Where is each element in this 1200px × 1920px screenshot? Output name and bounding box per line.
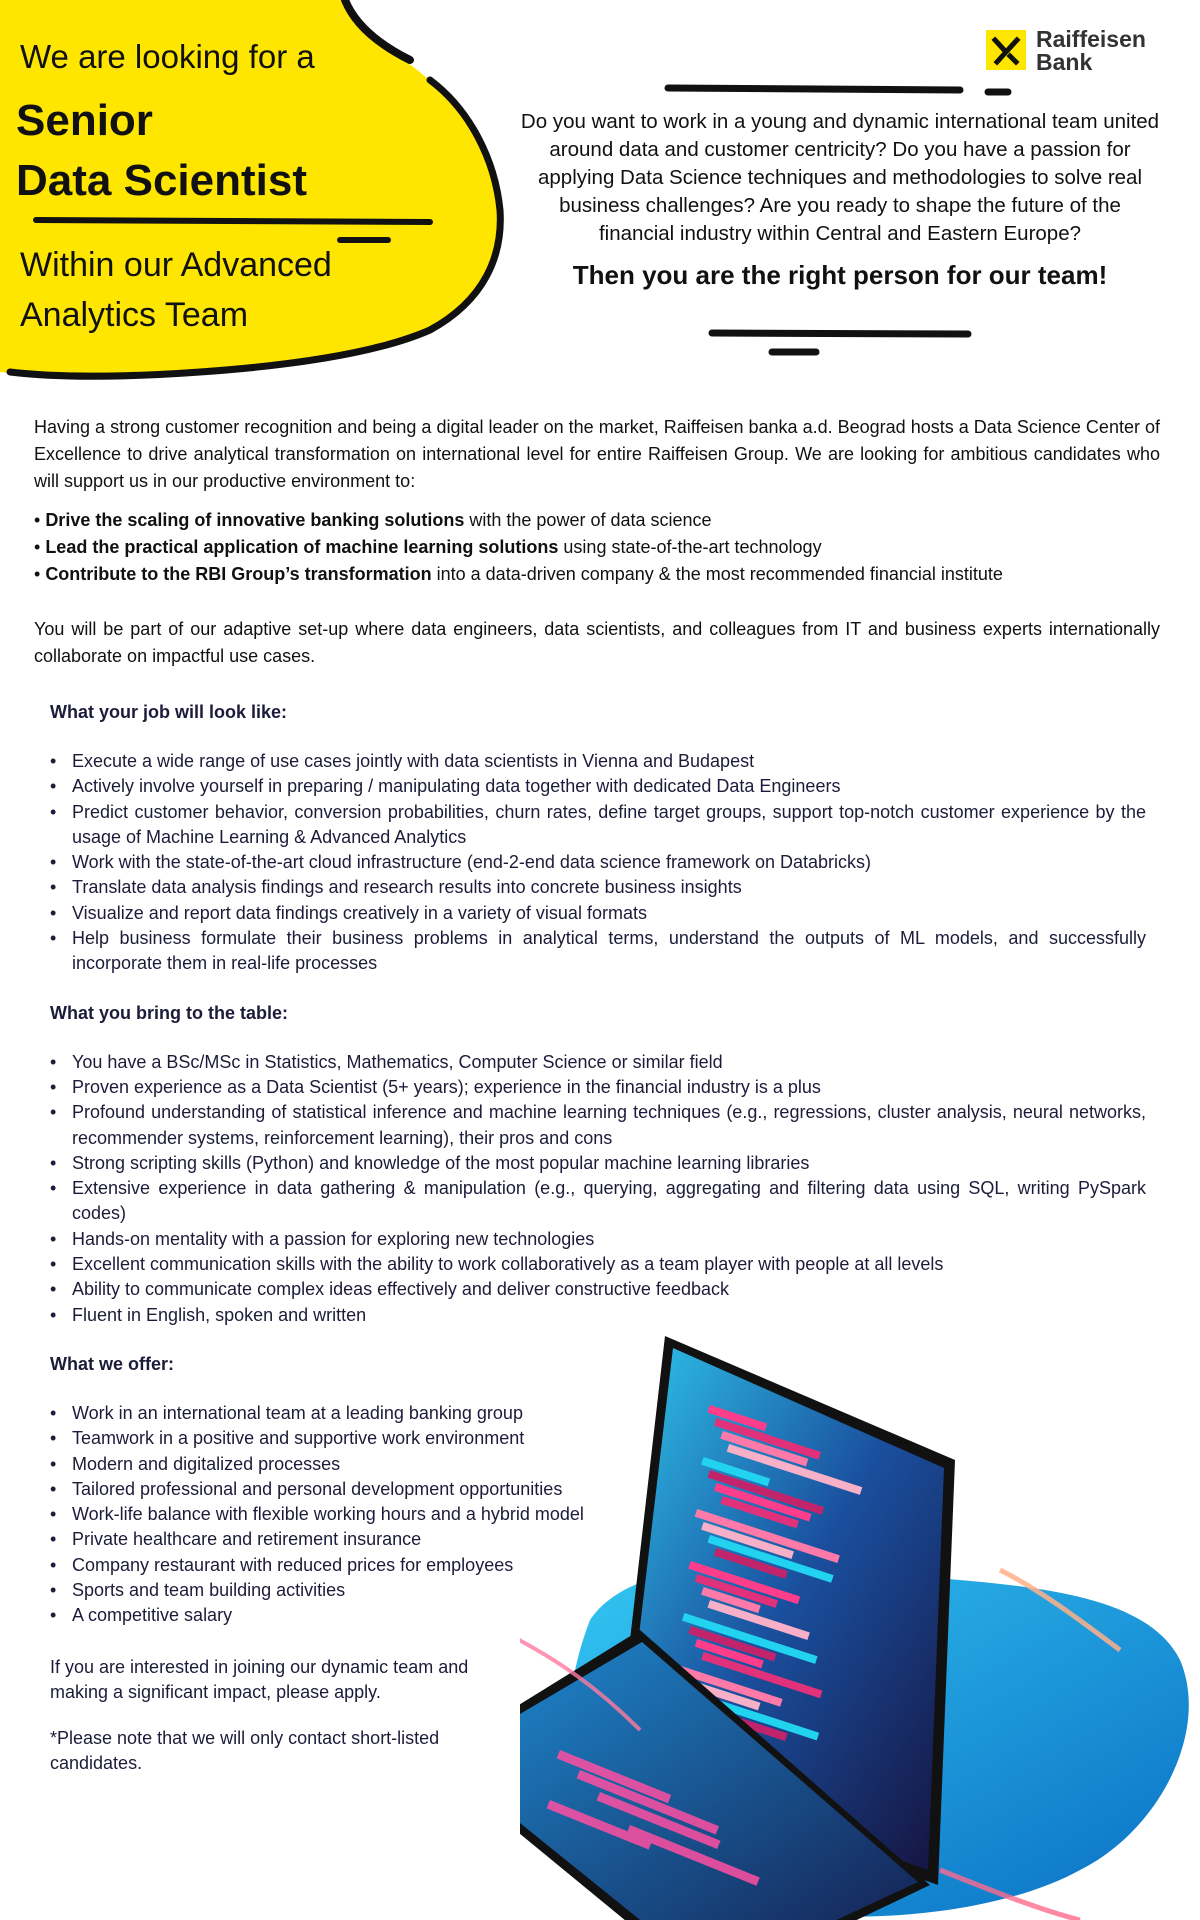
list-item: • Help business formulate their business problems in analytical terms, understand the outputs of ML models, and successfully incorporate them in real-life processes (50, 926, 1146, 977)
job-section-heading: What your job will look like: (50, 702, 288, 722)
list-item: • Execute a wide range of use cases jointly with data scientists in Vienna and Budapest (50, 749, 1146, 774)
list-item: • Modern and digitalized processes (50, 1452, 1146, 1477)
list-item: • Fluent in English, spoken and written (50, 1303, 1146, 1328)
highlight-item: • Contribute to the RBI Group’s transformation into a data-driven company & the most recommended financial institute (34, 564, 1003, 584)
logo-text-line-2: Bank (1036, 49, 1093, 75)
list-item: • Proven experience as a Data Scientist (5+ years); experience in the financial industry is a plus (50, 1075, 1146, 1100)
list-item: • Actively involve yourself in preparing / manipulating data together with dedicated Data Engineers (50, 774, 1146, 799)
job-title-line-1: Senior (16, 96, 153, 145)
list-item: • Work with the state-of-the-art cloud infrastructure (end-2-end data science framework on Databricks) (50, 850, 1146, 875)
list-item: • Extensive experience in data gathering & manipulation (e.g., querying, aggregating and filtering data using SQL, writing PySpark codes) (50, 1176, 1146, 1227)
list-item: • Tailored professional and personal development opportunities (50, 1477, 1146, 1502)
logo-text-line-1: Raiffeisen (1036, 26, 1146, 52)
intro-text: Do you want to work in a young and dynamic international team united around data and customer centricity? Do you have a passion for applying Data Science techniques and methodologies to solve real business challenges? Are you ready to shape the future of the financial industry within Central and Eastern Europe? (520, 110, 1160, 245)
list-item: • Strong scripting skills (Python) and knowledge of the most popular machine learning libraries (50, 1151, 1146, 1176)
list-item: • Sports and team building activities (50, 1578, 1146, 1603)
hero-intro-line: We are looking for a (20, 38, 315, 75)
list-item: • Work-life balance with flexible working hours and a hybrid model (50, 1502, 1146, 1527)
team-paragraph: You will be part of our adaptive set-up where data engineers, data scientists, and colleagues from IT and business experts internationally collaborate on impactful use cases. (34, 619, 1160, 666)
list-item: • Predict customer behavior, conversion probabilities, churn rates, define target groups, support top-notch customer experience by the usage of Machine Learning & Advanced Analytics (50, 800, 1146, 851)
list-item: • Excellent communication skills with the ability to work collaboratively as a team player with people at all levels (50, 1252, 1146, 1277)
team-line-2: Analytics Team (20, 296, 249, 334)
team-line-1: Within our Advanced (20, 246, 332, 284)
highlight-list (34, 507, 1160, 588)
highlight-item: • Lead the practical application of machine learning solutions using state-of-the-art technology (34, 537, 822, 557)
laptop-illustration (520, 1330, 1200, 1920)
description-paragraph: Having a strong customer recognition and being a digital leader on the market, Raiffeisen banka a.d. Beograd hosts a Data Science Center of Excellence to drive analytical transformation on international level for entire Raiffeisen Group. We are looking for ambitious candidates who will support us in our productive environment to: (34, 417, 1160, 491)
list-item: • Hands-on mentality with a passion for exploring new technologies (50, 1227, 1146, 1252)
list-item: • Profound understanding of statistical inference and machine learning techniques (e.g., regressions, cluster analysis, neural networks, recommender systems, reinforcement learning), their pros and cons (50, 1100, 1146, 1151)
list-item: • A competitive salary (50, 1603, 1146, 1628)
requirements-list (50, 1050, 1146, 1328)
list-item: • Company restaurant with reduced prices for employees (50, 1553, 1146, 1578)
benefits-section-heading: What we offer: (50, 1353, 174, 1374)
highlight-item: • Drive the scaling of innovative banking solutions with the power of data science (34, 510, 712, 530)
job-title-line-2: Data Scientist (16, 156, 307, 205)
list-item: • You have a BSc/MSc in Statistics, Mathematics, Computer Science or similar field (50, 1050, 1146, 1075)
list-item: • Work in an international team at a leading banking group (50, 1401, 1146, 1426)
list-item: • Ability to communicate complex ideas effectively and deliver constructive feedback (50, 1277, 1146, 1302)
job-duties-list (50, 749, 1146, 977)
list-item: • Private healthcare and retirement insurance (50, 1527, 1146, 1552)
list-item: • Teamwork in a positive and supportive work environment (50, 1426, 1146, 1451)
company-description (34, 414, 1160, 670)
list-item: • Visualize and report data findings creatively in a variety of visual formats (50, 901, 1146, 926)
shortlist-note: *Please note that we will only contact short-listed candidates. (50, 1727, 440, 1774)
apply-text: If you are interested in joining our dynamic team and making a significant impact, please apply. (50, 1656, 469, 1703)
list-item: • Translate data analysis findings and research results into concrete business insights (50, 875, 1146, 900)
requirements-section-heading: What you bring to the table: (50, 1002, 288, 1023)
tagline: Then you are the right person for our team! (572, 260, 1108, 290)
